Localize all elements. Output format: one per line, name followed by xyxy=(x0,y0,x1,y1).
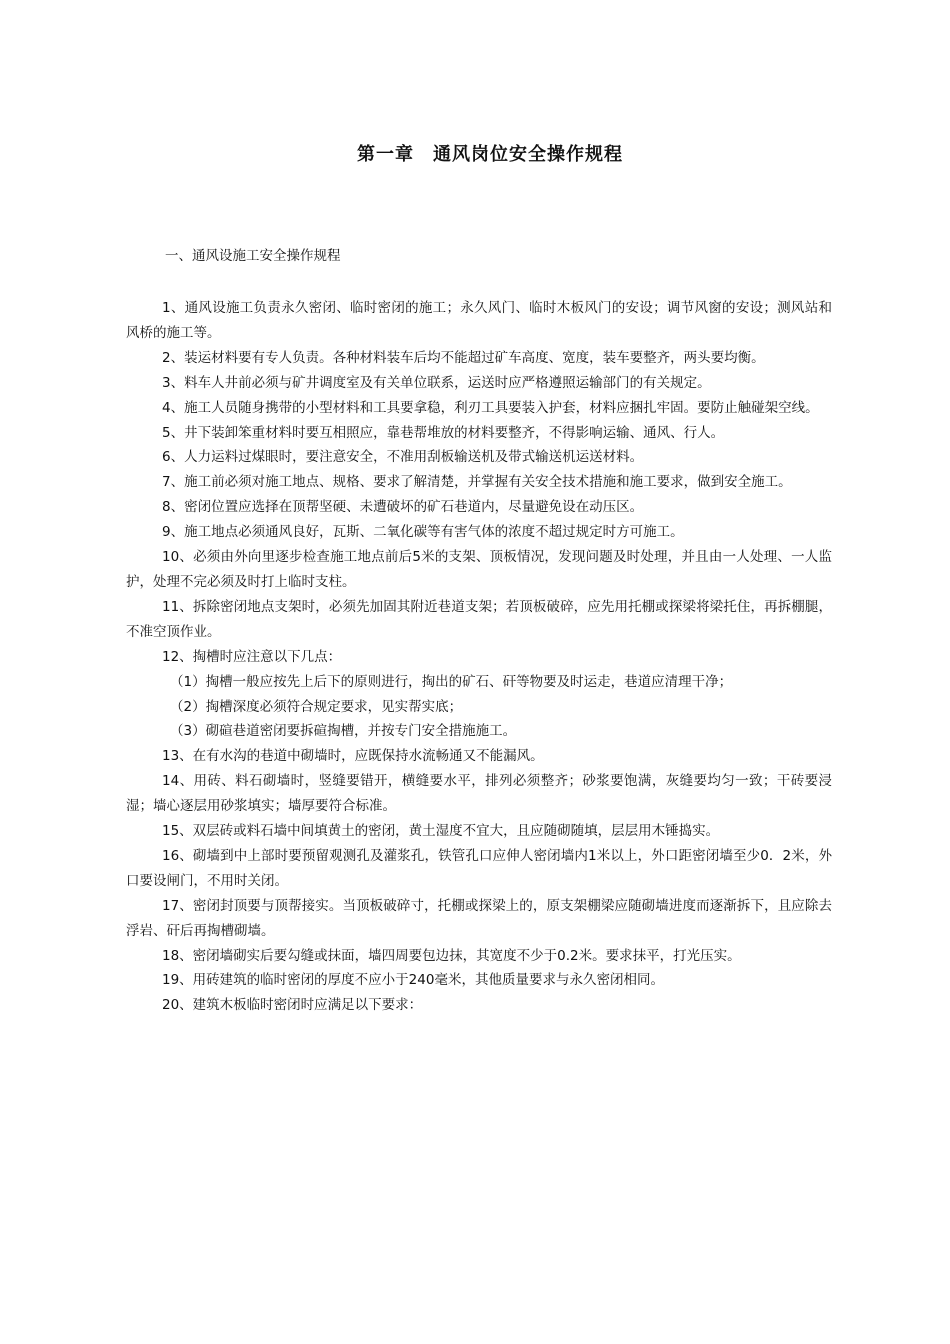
rule-paragraph: 3、料车人井前必须与矿井调度室及有关单位联系，运送时应严格遵照运输部门的有关规定。 xyxy=(162,374,711,391)
chapter-title: 第一章 通风岗位安全操作规程 xyxy=(357,144,623,165)
rule-paragraph: 5、井下装卸笨重材料时要互相照应，靠巷帮堆放的材料要整齐，不得影响运输、通风、行人。 xyxy=(162,424,725,441)
section-heading: 一、通风设施工安全操作规程 xyxy=(165,248,341,264)
rule-paragraph: 17、密闭封顶要与顶帮接实。当顶板破碎寸，托棚或探梁上的，原支架棚梁应随砌墙进度而逐渐拆下，且应除去浮岩、矸后再掏槽砌墙。 xyxy=(126,897,832,939)
rule-paragraph: 15、双层砖或料石墙中间填黄土的密闭，黄土湿度不宜大，且应随砌随填，层层用木锤捣实。 xyxy=(162,823,720,840)
sub-item-paragraph: （3）砌碹巷道密闭要拆碹掏槽，并按专门安全措施施工。 xyxy=(170,723,517,740)
rule-paragraph: 6、人力运料过煤眼时，要注意安全，不准用刮板输送机及带式输送机运送材料。 xyxy=(162,449,644,466)
rule-paragraph: 20、建筑木板临时密闭时应满足以下要求： xyxy=(162,997,423,1014)
rule-paragraph: 18、密闭墙砌实后要勾缝或抹面，墙四周要包边抹，其宽度不少于0.2米。要求抹平，打光压实。 xyxy=(162,947,741,964)
rule-paragraph: 14、用砖、料石砌墙时，竖缝要错开，横缝要水平，排列必须整齐；砂浆要饱满，灰缝要均匀一致；干砖要浸湿；墙心逐层用砂浆填实；墙厚要符合标准。 xyxy=(126,773,832,815)
sub-item-paragraph: （1）掏槽一般应按先上后下的原则进行，掏出的矿石、矸等物要及时运走，巷道应清理干净； xyxy=(170,673,733,690)
rule-paragraph: 11、拆除密闭地点支架时，必须先加固其附近巷道支架；若顶板破碎，应先用托棚或探梁将梁托住，再拆棚腿，不准空顶作业。 xyxy=(126,598,832,640)
rule-paragraph: 2、装运材料要有专人负责。各种材料装车后均不能超过矿车高度、宽度，装车要整齐，两头要均衡。 xyxy=(162,349,765,366)
rule-paragraph: 1、通风设施工负责永久密闭、临时密闭的施工；永久风门、临时木板风门的安设；调节风窗的安设；测风站和风桥的施工等。 xyxy=(126,300,832,341)
rule-paragraph: 12、掏槽时应注意以下几点： xyxy=(162,648,342,665)
sub-item-paragraph: （2）掏槽深度必须符合规定要求，见实帮实底； xyxy=(170,698,463,715)
rule-paragraph: 7、施工前必须对施工地点、规格、要求了解清楚，并掌握有关安全技术措施和施工要求，做到安全施工。 xyxy=(162,474,792,491)
rule-paragraph: 16、砌墙到中上部时要预留观测孔及灌浆孔，铁管孔口应伸人密闭墙内1米以上，外口距密闭墙至少0．2米，外口要设闸门，不用时关闭。 xyxy=(126,847,832,889)
rule-paragraph: 4、施工人员随身携带的小型材料和工具要拿稳，利刃工具要装入护套，材料应捆扎牢固。要防止触碰架空线。 xyxy=(162,399,819,416)
body-text xyxy=(126,296,832,1018)
rule-paragraph: 9、施工地点必须通风良好，瓦斯、二氧化碳等有害气体的浓度不超过规定时方可施工。 xyxy=(162,524,684,541)
rule-paragraph: 8、密闭位置应选择在顶帮坚硬、未遭破坏的矿石巷道内，尽量避免设在动压区。 xyxy=(162,499,644,516)
rule-paragraph: 10、必须由外向里逐步检查施工地点前后5米的支架、顶板情况，发现问题及时处理，并且由一人处理、一人监护，处理不完必须及时打上临时支柱。 xyxy=(126,549,832,590)
rule-paragraph: 13、在有水沟的巷道中砌墙时，应既保持水流畅通又不能漏风。 xyxy=(162,748,544,765)
rule-paragraph: 19、用砖建筑的临时密闭的厚度不应小于240毫米，其他质量要求与永久密闭相同。 xyxy=(162,972,664,989)
